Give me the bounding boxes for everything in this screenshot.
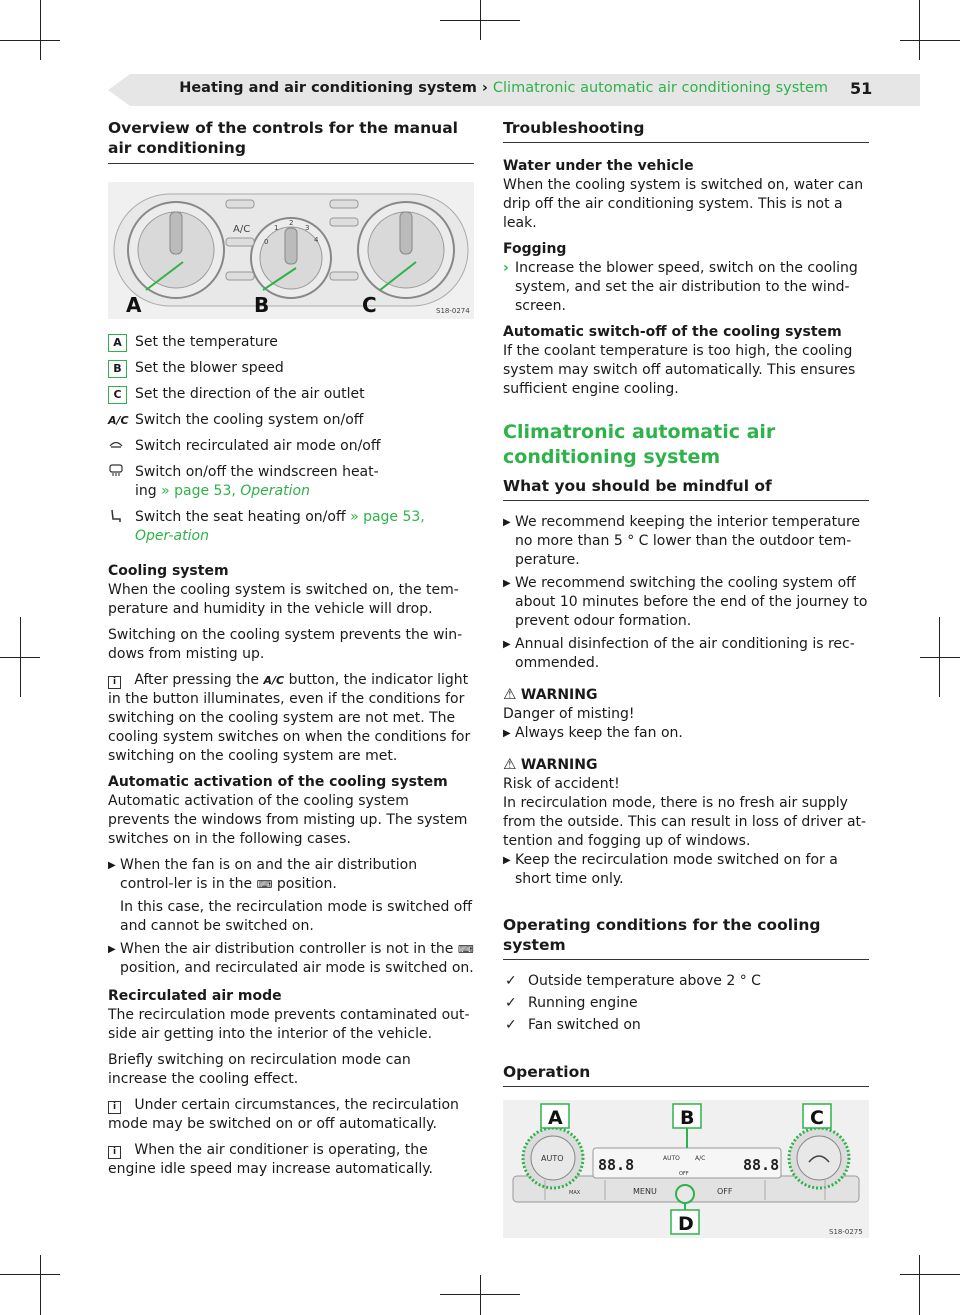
fig2-code: S18-0275 [829, 1228, 863, 1236]
fig1-code: S18-0274 [436, 307, 470, 315]
auto-bullet-1-pre: When the fan is on and the air distribution control-ler is in the [120, 857, 418, 892]
auto-bullet-2-pre: When the air distribution controller is not in the [120, 941, 454, 957]
windscreen-page-link[interactable]: » page 53, [161, 483, 236, 499]
left-column [108, 118, 474, 1186]
page-number: 51 [850, 79, 873, 98]
climatronic-panel-illustration [503, 1100, 869, 1238]
info-icon: i [108, 676, 121, 689]
note-3 [108, 1141, 474, 1179]
bullet-arrow-icon: ▶ [503, 728, 511, 739]
manual-ac-panel-illustration [108, 182, 474, 319]
figure-manual-ac [108, 182, 474, 319]
mindful-bullet-2 [503, 574, 869, 631]
condition-text-1: Outside temperature above 2 ° C [528, 973, 761, 989]
section-title-mindful: What you should be mindful of [503, 476, 869, 501]
legend-text-recirc: Switch recirculated air mode on/off [135, 438, 381, 454]
legend-b [108, 359, 474, 378]
auto-bullet-1-sub: In this case, the recirculation mode is switched off and cannot be switched on. [120, 899, 473, 934]
fig2-label-d: D [678, 1213, 694, 1235]
warning-2-title: WARNING [520, 757, 598, 773]
legend-text-c: Set the direction of the air outlet [135, 386, 365, 402]
fig2-display-right: 88.8 [743, 1156, 780, 1174]
warning-2-text-1: Risk of accident! [503, 776, 620, 792]
breadcrumb-section: Heating and air conditioning system [179, 80, 477, 96]
chevron-right-icon: › [503, 260, 509, 276]
legend-key-b: B [108, 360, 127, 378]
bullet-arrow-icon: ▶ [503, 639, 511, 650]
auto-activation-heading: Automatic activation of the cooling system [108, 774, 448, 790]
mindful-bullet-3 [503, 635, 869, 673]
legend-text-b: Set the blower speed [135, 360, 284, 376]
auto-bullet-2-post: position, and recirculated air mode is switched on. [120, 960, 474, 976]
legend-key-c: C [108, 386, 127, 404]
bullet-arrow-icon: ▶ [503, 855, 511, 866]
fig1-dial-number-3: 3 [305, 224, 310, 232]
legend-windscreen [108, 463, 474, 501]
legend-key-a: A [108, 334, 127, 352]
cooling-paragraph-1: When the cooling system is switched on, the tem-perature and humidity in the vehicle will drop. [108, 582, 459, 617]
breadcrumb-separator: › [476, 80, 493, 96]
windscreen-operation-link[interactable]: Operation [240, 483, 310, 499]
fig1-label-c: C [362, 293, 377, 317]
legend-seat [108, 508, 474, 546]
fog-heading: Fogging [503, 241, 567, 257]
note-1 [108, 671, 474, 766]
mindful-bullet-1 [503, 513, 869, 570]
warning-2-bullet-text: Keep the recirculation mode switched on for a short time only. [515, 852, 838, 887]
condition-2 [503, 994, 869, 1013]
bullet-arrow-icon: ▶ [108, 860, 116, 871]
fig1-dial-number-0: 0 [264, 238, 269, 246]
fig2-label-a: A [548, 1107, 563, 1129]
warning-triangle-icon: ⚠ [503, 755, 517, 773]
fig1-dial-number-4: 4 [314, 236, 319, 244]
note-1-ac-icon: A/C [263, 674, 285, 687]
bullet-arrow-icon: ▶ [503, 517, 511, 528]
cooling-paragraph-2: Switching on the cooling system prevents the win-dows from misting up. [108, 627, 463, 662]
condition-1 [503, 972, 869, 991]
condition-text-3: Fan switched on [528, 1017, 641, 1033]
right-column [503, 118, 869, 1238]
fig1-dial-number-2: 2 [289, 219, 294, 227]
fig2-menu-button: MENU [633, 1187, 657, 1196]
condition-3 [503, 1016, 869, 1035]
legend-text-ac: Switch the cooling system on/off [135, 412, 364, 428]
fig2-label-b: B [680, 1107, 695, 1129]
fig2-label-c: C [810, 1107, 824, 1129]
seat-heating-icon [108, 508, 122, 524]
legend-a [108, 333, 474, 352]
fig2-display-auto: AUTO [663, 1155, 680, 1162]
warning-triangle-icon: ⚠ [503, 685, 517, 703]
mindful-text-1: We recommend keeping the interior temperature no more than 5 ° C lower than the outdoor tem-perature. [515, 514, 861, 568]
warning-1-bullet-text: Always keep the fan on. [515, 725, 683, 741]
note-2-text: Under certain circumstances, the recirculation mode may be switched on or off automatically. [108, 1097, 459, 1132]
fig1-label-b: B [254, 293, 270, 317]
auto-bullet-2 [108, 940, 474, 978]
recirc-paragraph-2: Briefly switching on recirculation mode can increase the cooling effect. [108, 1052, 411, 1087]
water-heading: Water under the vehicle [503, 158, 694, 174]
warning-2-bullet [503, 851, 869, 889]
legend-text-a: Set the temperature [135, 334, 278, 350]
fig2-display-left: 88.8 [598, 1156, 635, 1174]
legend-c [108, 385, 474, 404]
fig1-ac-label: A/C [233, 224, 251, 235]
note-2 [108, 1096, 474, 1134]
windscreen-heating-icon [108, 463, 124, 477]
auto-bullet-1-post: position. [276, 876, 337, 892]
bullet-arrow-icon: ▶ [503, 578, 511, 589]
breadcrumb [179, 80, 828, 96]
breadcrumb-current[interactable]: Climatronic automatic air conditioning system [492, 80, 828, 96]
ac-icon: A/C [108, 414, 129, 427]
seat-page-link[interactable]: » page 53, [350, 509, 425, 525]
fig1-label-a: A [126, 293, 142, 317]
checkmark-icon: ✓ [505, 1017, 517, 1033]
section-title-troubleshooting: Troubleshooting [503, 118, 869, 143]
warning-1-bullet [503, 724, 869, 743]
windscreen-position-icon: ⌨ [256, 878, 273, 891]
checkmark-icon: ✓ [505, 995, 517, 1011]
warning-2 [503, 755, 869, 889]
legend-text-seat: Switch the seat heating on/off [135, 509, 346, 525]
info-icon: i [108, 1146, 121, 1159]
auto-off-paragraph: If the coolant temperature is too high, the cooling system may switch off automatically. This ensures sufficient engine cooling. [503, 343, 856, 397]
fig2-display-ac: A/C [695, 1155, 706, 1162]
bullet-arrow-icon: ▶ [108, 944, 116, 955]
windscreen-position-icon: ⌨ [457, 943, 474, 956]
water-paragraph: When the cooling system is switched on, water can drip off the air conditioning system. This is not a leak. [503, 177, 864, 231]
warning-1-title: WARNING [520, 687, 598, 703]
legend-recirc [108, 437, 474, 456]
warning-1 [503, 685, 869, 743]
recirc-heading: Recirculated air mode [108, 988, 282, 1004]
mindful-text-3: Annual disinfection of the air conditioning is rec-ommended. [515, 636, 855, 671]
auto-activation-paragraph: Automatic activation of the cooling system prevents the windows from misting up. The system switches on in the following cases. [108, 793, 468, 847]
note-1-post: button, the indicator light in the button illuminates, even if the conditions for switching on the cooling system are not met. The cooling system switches on when the conditions for switching on the cooling system are met. [108, 672, 471, 764]
fig2-max-button: MAX [569, 1190, 581, 1196]
chapter-title-climatronic: Climatronic automatic air conditioning system [503, 421, 776, 468]
seat-operation-link[interactable]: Oper-ation [135, 528, 209, 544]
fig2-off-button: OFF [717, 1187, 733, 1196]
recirculation-icon [108, 438, 124, 450]
fog-bullet-text: Increase the blower speed, switch on the cooling system, and set the air distribution to the wind-screen. [515, 260, 858, 314]
legend-text-windscreen: Switch on/off the windscreen heat-ing [135, 464, 379, 499]
info-icon: i [108, 1101, 121, 1114]
mindful-text-2: We recommend switching the cooling system off about 10 minutes before the end of the journey to prevent odour formation. [515, 575, 868, 629]
section-title-operation: Operation [503, 1062, 869, 1087]
fig2-auto-button: AUTO [541, 1154, 564, 1163]
section-title-conditions: Operating conditions for the cooling system [503, 915, 869, 960]
auto-bullet-1 [108, 856, 474, 894]
auto-off-heading: Automatic switch-off of the cooling system [503, 324, 842, 340]
condition-text-2: Running engine [528, 995, 638, 1011]
section-title-overview: Overview of the controls for the manual air conditioning [108, 118, 474, 164]
fig2-display-off: OFF [679, 1171, 689, 1177]
figure-climatronic [503, 1100, 869, 1238]
fog-bullet [503, 259, 869, 316]
recirc-paragraph-1: The recirculation mode prevents contaminated out-side air getting into the interior of the vehicle. [108, 1007, 470, 1042]
checkmark-icon: ✓ [505, 973, 517, 989]
warning-2-text-2: In recirculation mode, there is no fresh air supply from the outside. This can result in loss of driver at-tention and fogging up of windows. [503, 795, 867, 849]
note-1-pre: After pressing the [134, 672, 260, 688]
note-3-text: When the air conditioner is operating, the engine idle speed may increase automatically. [108, 1142, 433, 1177]
fig1-dial-number-1: 1 [274, 224, 279, 232]
warning-1-text: Danger of misting! [503, 706, 635, 722]
cooling-heading: Cooling system [108, 563, 229, 579]
legend-ac [108, 411, 474, 430]
